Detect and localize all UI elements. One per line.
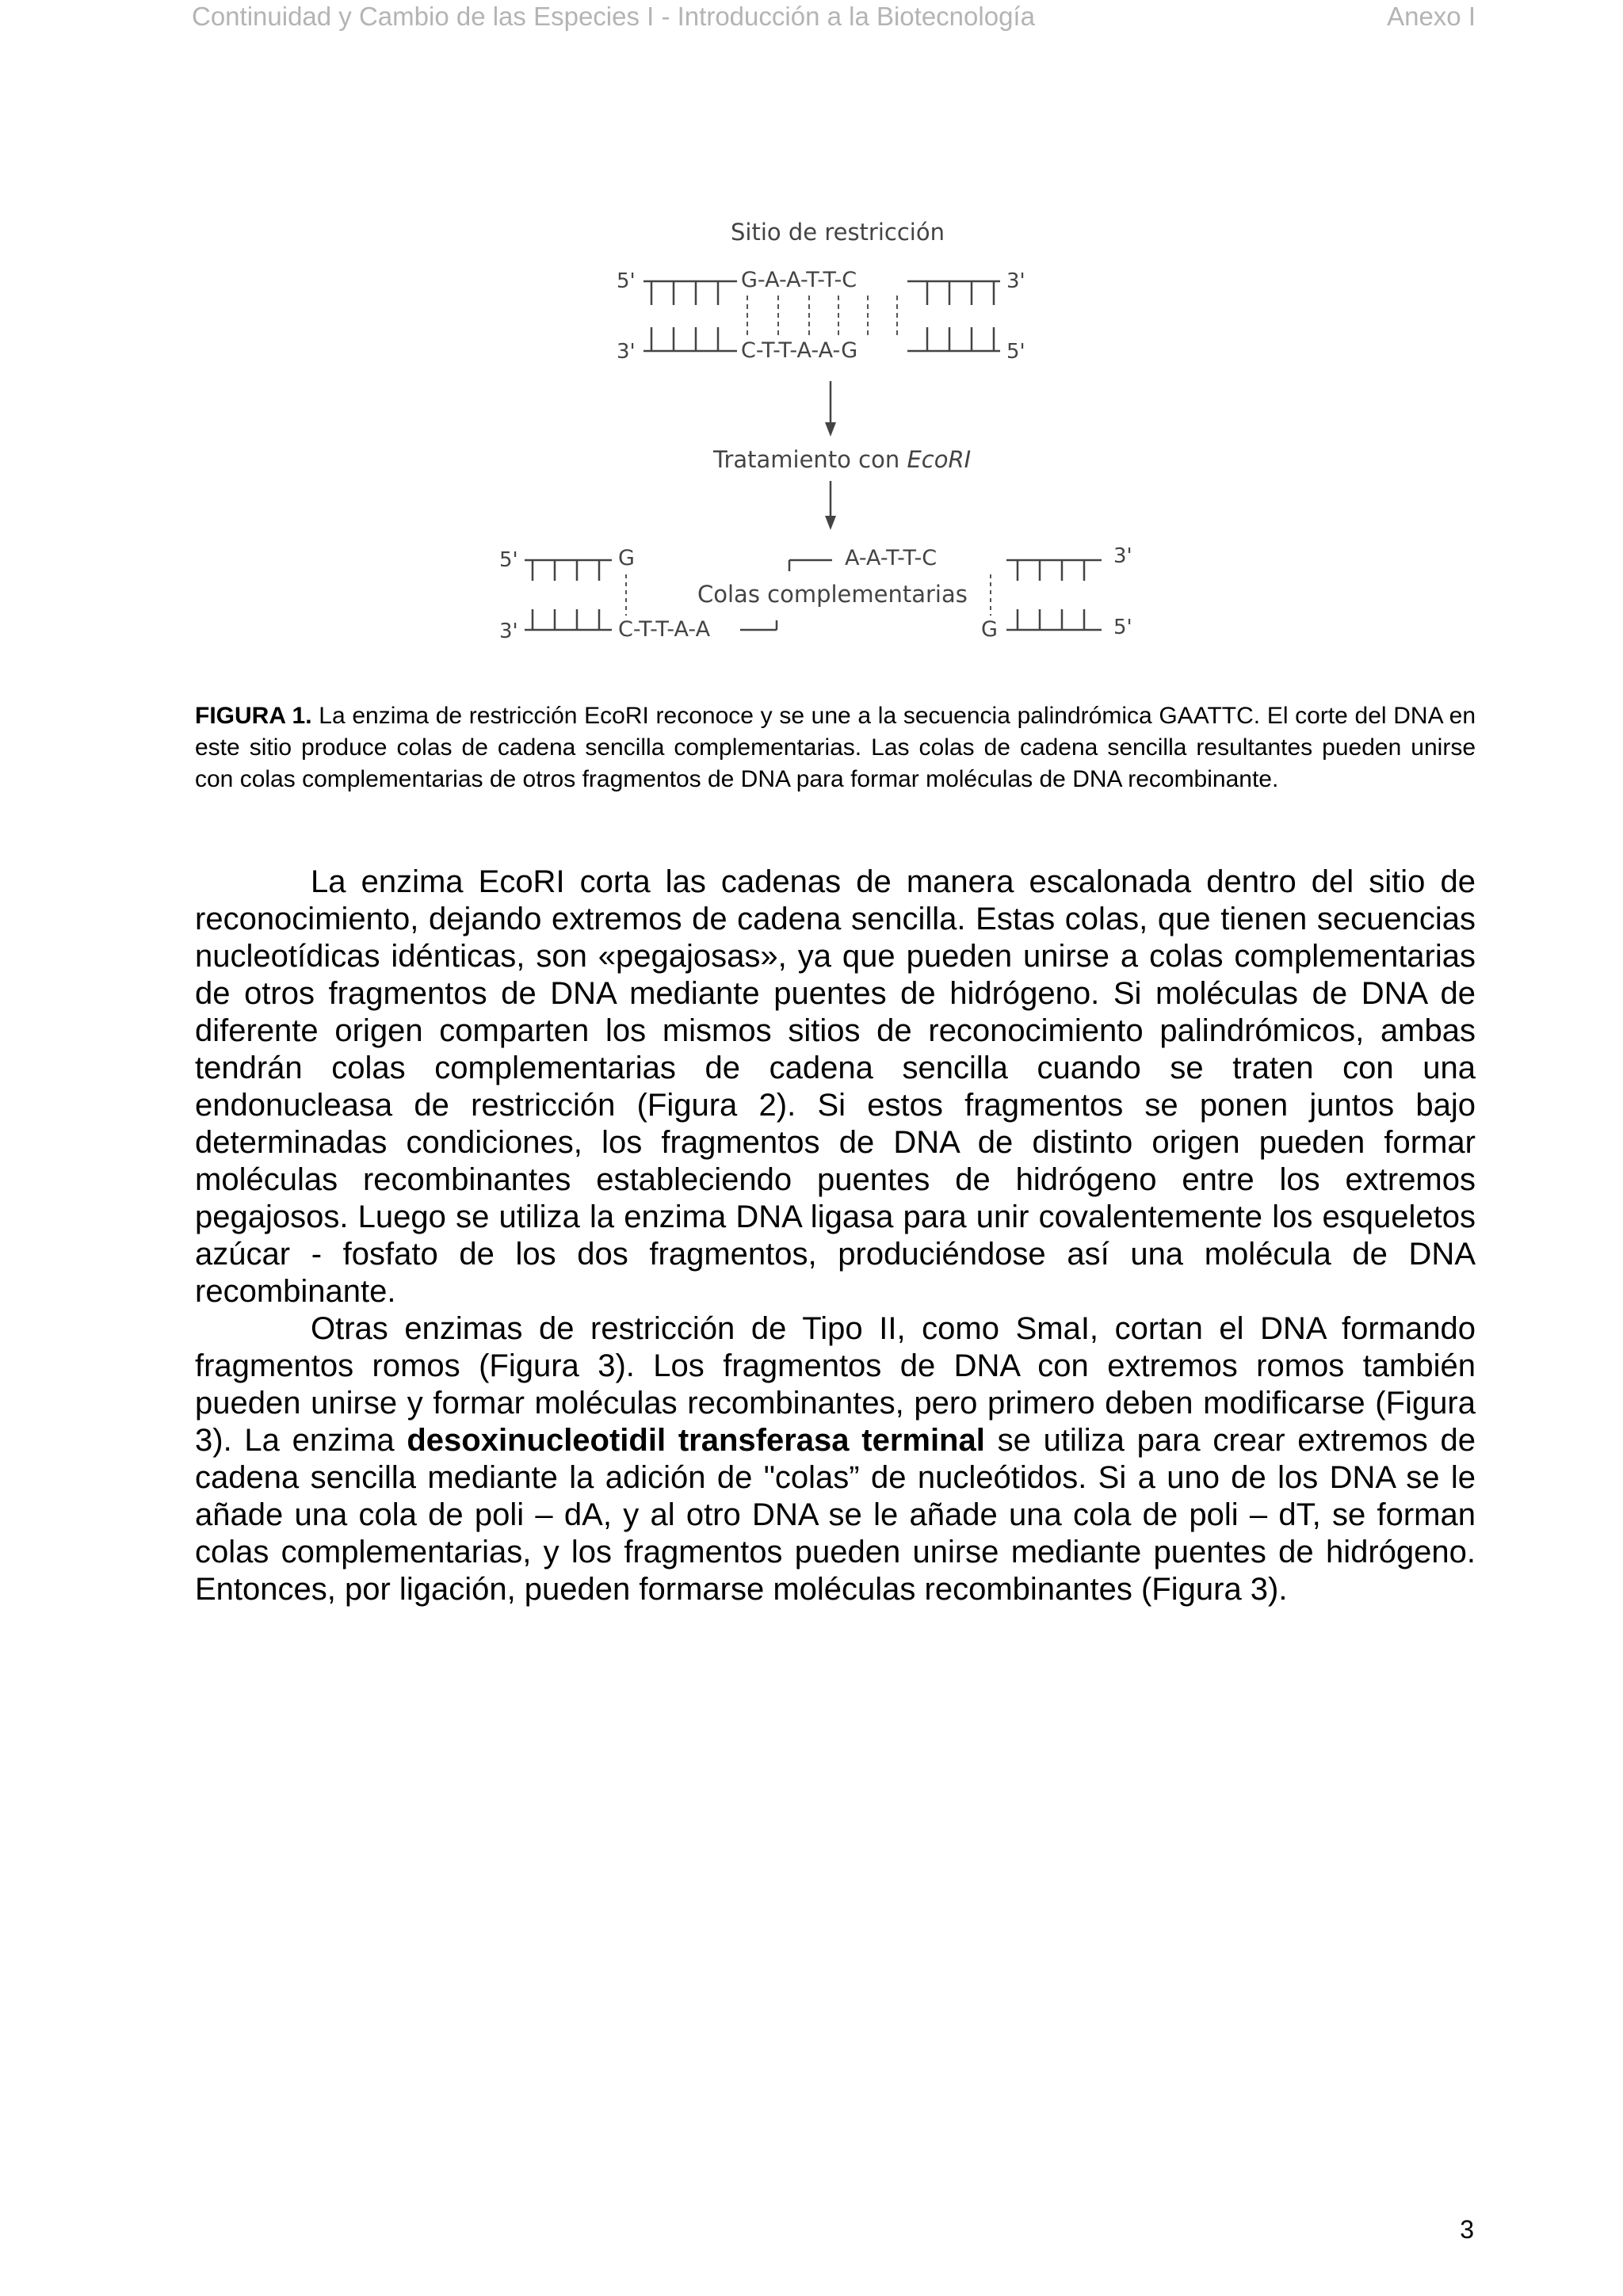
hydrogen-bonds	[747, 296, 897, 337]
bottom-recognition-seq: C-T-T-A-A-G	[741, 338, 858, 363]
paragraph-2-end: se utiliza para crear extremos de cadena sencilla mediante la adición de "colas” de nucleótidos. Si a uno de los DNA se le añade una cola de poli – dA, y al otro DNA se le añade una cola de poli – dT, se forman colas complementarias, y los fragmentos pueden unirse mediante puentes de hidrógeno. Entonces, por ligación, pueden formarse moléculas recombinantes (Figura 3).	[195, 1423, 1476, 1607]
left-fragment-3-label: 3'	[499, 620, 518, 643]
right-bottom-base: G	[981, 617, 998, 642]
arrow-head-1	[825, 422, 836, 437]
caption-text: La enzima de restricción EcoRI reconoce y se une a la secuencia palindrómica GAATTC. El corte del DNA en este sitio produce colas de cadena sencilla complementarias. Las colas de cadena sencilla resultantes pueden unirse con colas complementarias de otros fragmentos de DNA para formar moléculas de DNA recombinante.	[195, 703, 1476, 792]
running-header-title: Continuidad y Cambio de las Especies I - Introducción a la Biotecnología	[192, 2, 1035, 31]
right-sticky-end: A-A-T-T-C	[845, 546, 938, 570]
paragraph-1: La enzima EcoRI corta las cadenas de manera escalonada dentro del sitio de reconocimiento, dejando extremos de cadena sencilla. Estas colas, que tienen secuencias nucleotídicas idénticas, son «pegajosas», ya que pueden unirse a colas complementarias de otros fragmentos de DNA mediante puentes de hidrógeno. Si moléculas de DNA de diferente origen comparten los mismos sitios de reconocimiento palindrómicos, ambas tendrán colas complementarias de cadena sencilla cuando se traten con una endonucleasa de restricción (Figura 2). Si estos fragmentos se ponen juntos bajo determinadas condiciones, los fragmentos de DNA de distinto origen pueden formar moléculas recombinantes estableciendo puentes de hidrógeno entre los extremos pegajosos. Luego se utiliza la enzima DNA ligasa para unir covalentemente los esqueletos azúcar - fosfato de los dos fragmentos, produciéndose así una molécula de DNA recombinante.	[195, 864, 1476, 1309]
top-recognition-seq: G-A-A-T-T-C	[741, 268, 857, 292]
bottom-strand-3-label: 3'	[617, 340, 636, 364]
left-top-base: G	[618, 546, 635, 570]
right-fragment-3-label: 3'	[1113, 544, 1132, 568]
body-text	[195, 864, 1476, 1608]
right-fragment-5-label: 5'	[1113, 616, 1132, 639]
running-header-annex: Anexo I	[1387, 2, 1476, 31]
restriction-site-label: Sitio de restricción	[731, 219, 945, 246]
arrow-head-2	[825, 516, 836, 530]
ecori-diagram	[475, 202, 1220, 669]
top-strand-3-label: 3'	[1006, 269, 1025, 293]
complementary-tails-label: Colas complementarias	[697, 581, 968, 608]
page-number: 3	[1460, 2215, 1474, 2244]
ecori-figure	[475, 202, 1220, 669]
treatment-label: Tratamiento con EcoRI	[713, 446, 972, 473]
left-fragment-5-label: 5'	[499, 548, 518, 572]
caption-lead: FIGURA 1.	[195, 703, 312, 729]
paragraph-2	[195, 1310, 1476, 1608]
left-sticky-end: C-T-T-A-A	[618, 617, 711, 642]
paragraph-2-start: Otras enzimas de restricción de Tipo II, como SmaI, cortan el DNA formando fragmentos romos (Figura 3). Los fragmentos de DNA con extremos romos también pueden unirse y formar moléculas recombinantes, pero primero deben modificarse (Figura 3). La enzima	[195, 1311, 1476, 1458]
figure-caption	[195, 700, 1476, 795]
bottom-strand-5-label: 5'	[1006, 340, 1025, 364]
top-strand-5-label: 5'	[617, 269, 636, 293]
paragraph-2-bold-term: desoxinucleotidil transferasa terminal	[407, 1423, 985, 1458]
